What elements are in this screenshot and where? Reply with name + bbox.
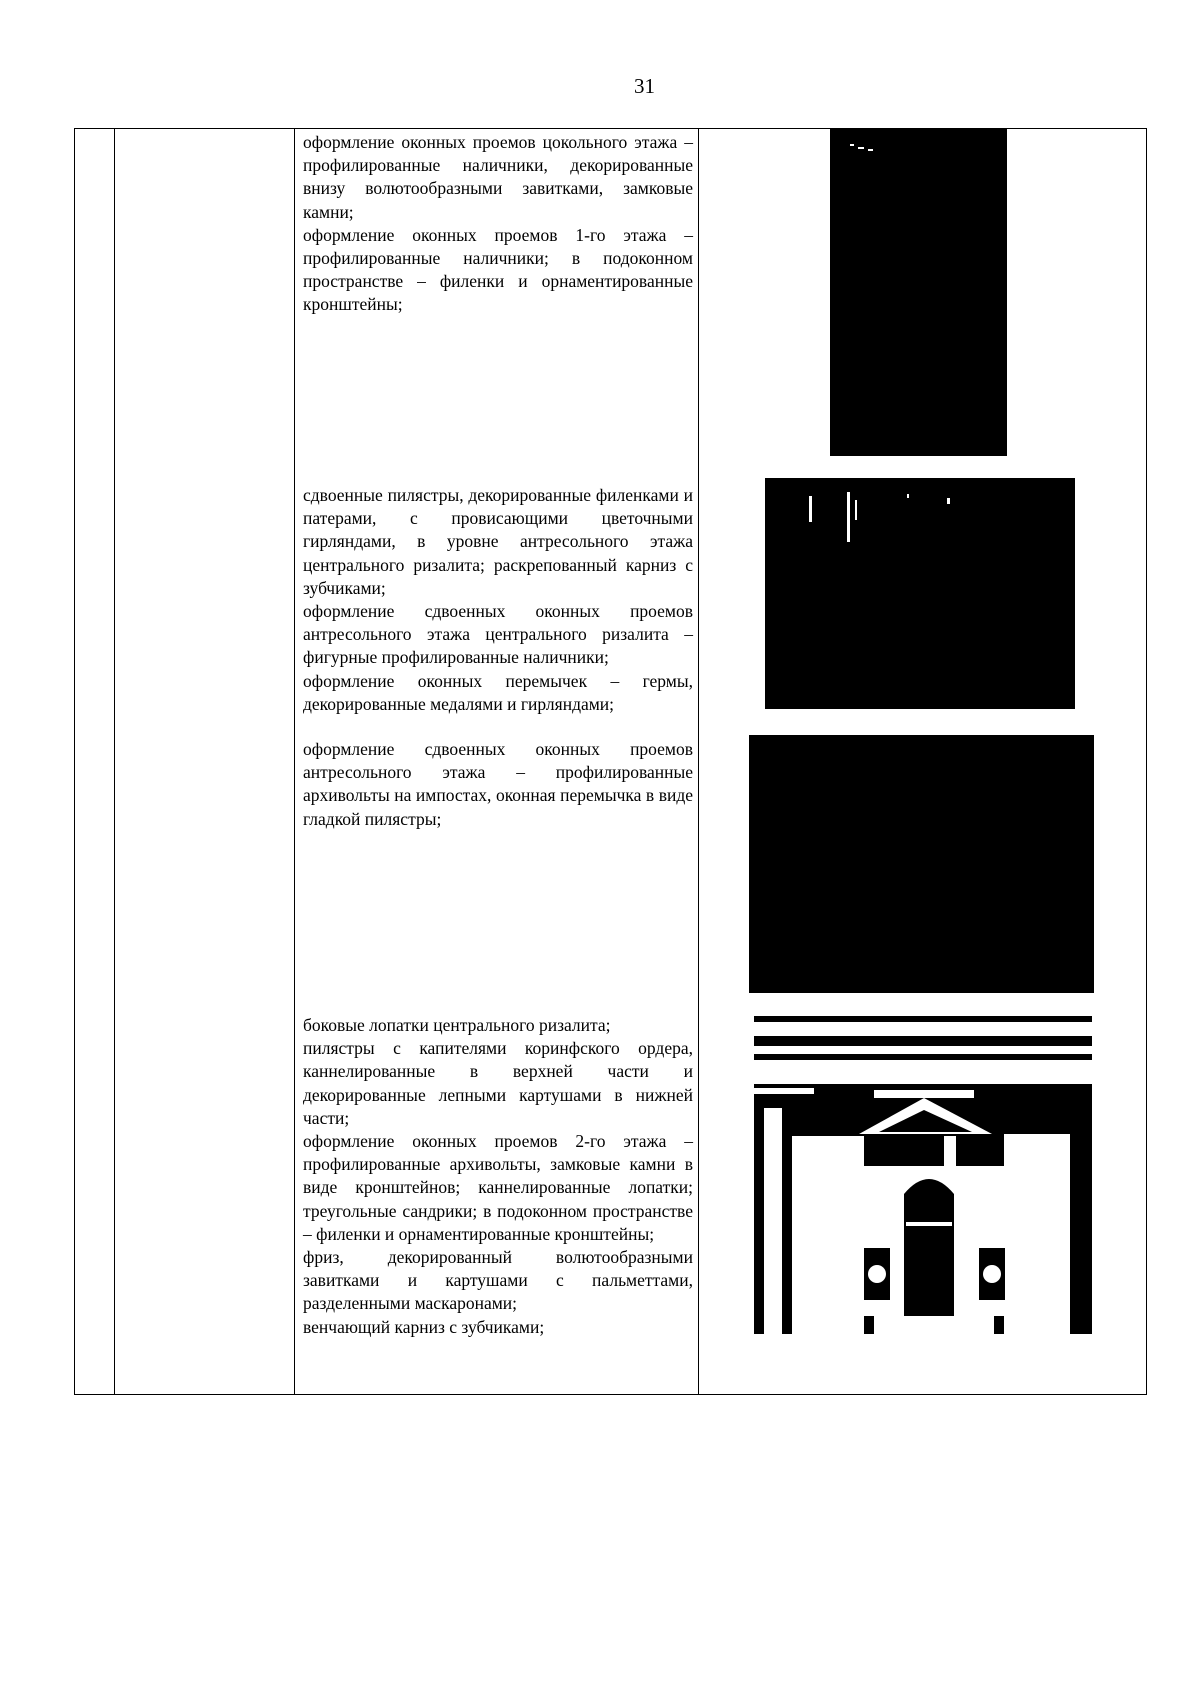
column-divider <box>294 129 295 1394</box>
paragraph: оформление сдвоенных оконных проемов антресольного этажа – профилированные архивольты на импостах, оконная перемычка в виде гладкой пилястры; <box>303 739 693 829</box>
entry-2-text <box>303 484 693 716</box>
facade-photo-4 <box>754 1016 1092 1360</box>
facade-photo-2 <box>765 478 1075 709</box>
paragraph: оформление сдвоенных оконных проемов антресольного этажа центрального ризалита – фигурные профилированные наличники; <box>303 601 693 668</box>
paragraph: оформление оконных проемов цокольного этажа – профилированные наличники, декорированные внизу волютообразными завитками, замковые камни; <box>303 132 693 222</box>
entry-1-text <box>303 131 693 317</box>
column-divider <box>114 129 115 1394</box>
facade-photo-1 <box>830 128 1007 456</box>
page-number: 31 <box>634 74 655 98</box>
paragraph: венчающий карниз с зубчиками; <box>303 1316 545 1337</box>
column-divider <box>698 129 699 1394</box>
photo-facade-drawing <box>754 1016 1092 1360</box>
photo-highlights <box>830 128 1007 456</box>
facade-photo-3 <box>749 735 1094 993</box>
paragraph: оформление оконных проемов 1-го этажа – профилированные наличники; в подоконном пространстве – филенки и орнаментированные кронштейны; <box>303 224 693 315</box>
entry-3-text <box>303 738 693 831</box>
paragraph: оформление оконных проемов 2-го этажа – профилированные архивольты, замковые камни в виде кронштейнов; каннелированные лопатки; треугольные сандрики; в подоконном пространстве – филенки и орнаментированные кронштейны; <box>303 1131 693 1244</box>
photo-highlights <box>765 478 1075 709</box>
paragraph: фриз, декорированный волютообразными завитками и картушами с пальметтами, разделенными маскаронами; <box>303 1247 693 1314</box>
entry-4-text <box>303 1014 693 1339</box>
paragraph: пилястры с капителями коринфского ордера, каннелированные в верхней части и декорированные лепными картушами в нижней части; <box>303 1038 693 1128</box>
paragraph: сдвоенные пилястры, декорированные филенками и патерами, с провисающими цветочными гирляндами, в уровне антресольного этажа центрального ризалита; раскрепованный карниз с зубчиками; <box>303 485 693 598</box>
paragraph: боковые лопатки центрального ризалита; <box>303 1015 611 1035</box>
paragraph: оформление оконных перемычек – гермы, декорированные медалями и гирляндами; <box>303 670 693 714</box>
